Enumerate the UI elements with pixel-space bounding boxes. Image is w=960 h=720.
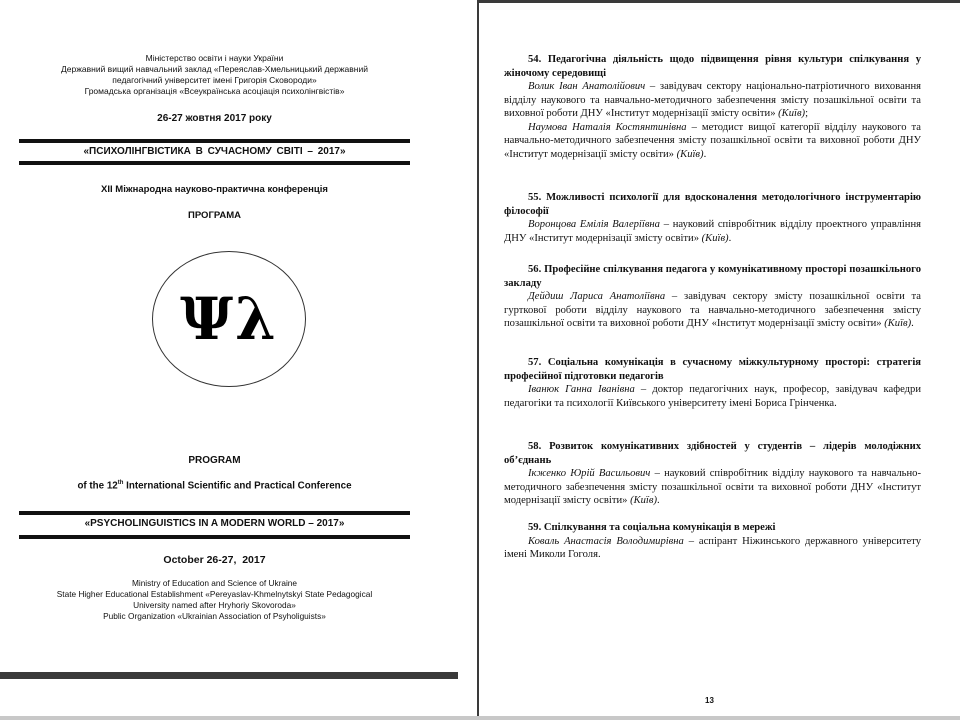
entry-author [504, 383, 921, 410]
date-en: October 26-27, 2017 [163, 554, 266, 566]
entry-author [504, 467, 921, 508]
entry-author [504, 80, 921, 121]
author-end: . [657, 495, 660, 506]
footer-line: Public Organization «Ukrainian Association of Psyholiguists» [103, 611, 326, 621]
bottom-edge [0, 716, 960, 720]
entry-54 [504, 53, 921, 161]
rule-top-en [19, 511, 410, 515]
entry-title: 58. Розвиток комунікативних здібностей у студентів – лідерів молодіжних об’єднань [504, 441, 921, 466]
entry-55 [504, 191, 921, 245]
entry-title: 55. Можливості психології для вдосконалення методологічного інструментарію філософії [504, 192, 921, 217]
cover-page [0, 0, 458, 679]
entry-57 [504, 356, 921, 410]
author-name: Ікженко Юрій Васильович [528, 468, 651, 479]
author-desc: – науковий співробітник відділу наукового та навчально-методичного забезпечення змісту позашкільної освіти та виховної роботи ДНУ «Інститут модернізації змісту освіти» [504, 468, 921, 506]
conference-en-sup: th [117, 480, 124, 486]
author-name: Наумова Наталія Костянтинівна [528, 121, 687, 133]
author-city: (Київ) [701, 232, 729, 244]
entry-author [504, 218, 921, 245]
page-number: 13 [705, 696, 714, 705]
conference-en [19, 480, 410, 491]
author-desc: – аспірант Ніжинського державного університету імені Миколи Гоголя. [504, 535, 921, 560]
entry-author [504, 535, 921, 562]
author-end: . [911, 318, 914, 329]
author-desc: – методист вищої категорії відділу наукового та навчально-методичного забезпечення змісту позашкільної освіти та виховної роботи ДНУ «Інститут модернізації змісту освіти» [504, 121, 921, 160]
author-city: (Київ) [778, 108, 806, 119]
footer-line: State Higher Educational Establishment «Pereyaslav-Khmelnytskyi State Pedagogical [56, 589, 373, 599]
entry-author [504, 121, 921, 162]
program-page [477, 0, 960, 719]
author-city: (Київ) [884, 318, 912, 329]
author-name: Волик Іван Анатолійович [528, 81, 646, 92]
author-name: Дейдиш Лариса Анатоліївна [528, 291, 666, 302]
rule-top-ua [19, 139, 410, 143]
author-desc: – науковий співробітник відділу проектного управління ДНУ «Інститут модернізації змісту освіти» [504, 219, 921, 244]
header-line: Міністерство освіти і науки України [145, 53, 284, 63]
author-name: Іванюк Ганна Іванівна [528, 384, 635, 395]
author-name: Коваль Анастасія Володимирівна [528, 535, 684, 547]
entry-title: 57. Соціальна комунікація в сучасному міжкультурному просторі: стратегія професійної підготовки педагогів [504, 357, 921, 382]
date-ua: 26-27 жовтня 2017 року [157, 113, 272, 124]
program-ua: ПРОГРАМА [188, 210, 241, 221]
entry-56 [504, 263, 921, 331]
title-en: «PSYCHOLINGUISTICS IN A MODERN WORLD – 2017» [84, 518, 345, 529]
author-name: Воронцова Емілія Валеріївна [528, 219, 660, 230]
footer-block [19, 578, 410, 622]
entry-title: 59. Спілкування та соціальна комунікація в мережі [528, 522, 776, 533]
entry-author [504, 290, 921, 331]
header-block [19, 53, 410, 97]
conference-en-suffix: International Scientific and Practical Conference [123, 480, 352, 492]
rule-bottom-en [19, 535, 410, 539]
footer-line: Ministry of Education and Science of Ukraine [131, 578, 298, 588]
entry-59 [504, 521, 921, 562]
logo-symbol-icon: Ψλ [180, 285, 278, 353]
author-desc: – доктор педагогічних наук, професор, завідувач кафедри педагогіки та психології Київського університету імені Бориса Грінченка. [504, 384, 921, 409]
program-en: PROGRAM [188, 455, 241, 466]
entry-title: 56. Професійне спілкування педагога у комунікативному просторі позашкільного закладу [504, 264, 921, 289]
header-line: Державний вищий навчальний заклад «Переяслав-Хмельницький державний [60, 64, 368, 74]
conference-en-prefix: of the 12 [77, 480, 118, 492]
header-line: педагогічний університет імені Григорія Сковороди» [112, 75, 317, 85]
conference-ua: ХІІ Міжнародна науково-практична конференція [101, 184, 328, 195]
author-city: (Київ) [676, 148, 704, 160]
author-end: . [728, 232, 732, 244]
author-desc: – завідувач сектору національно-патріотичного виховання відділу наукового та навчально-методичного забезпечення змісту позашкільної освіти та виховної роботи ДНУ «Інститут модернізації змісту освіти» [504, 81, 921, 119]
entry-58 [504, 440, 921, 508]
logo-psi-lambda [152, 251, 306, 387]
author-city: (Київ) [630, 495, 657, 506]
author-end: ; [805, 108, 809, 119]
title-ua: «ПСИХОЛІНГВІСТИКА В СУЧАСНОМУ СВІТІ – 2017» [83, 146, 346, 157]
author-desc: – завідувач сектору змісту позашкільної освіти та гурткової роботи відділу наукового та навчально-методичного забезпечення змісту позашкільної освіти та виховної роботи ДНУ «Інститут модернізації змісту освіти» [504, 291, 922, 329]
entry-title: 54. Педагогічна діяльність щодо підвищення рівня культури спілкування у жіночому середовищі [504, 54, 921, 79]
rule-bottom-ua [19, 161, 410, 165]
footer-line: University named after Hryhoriy Skovoroda» [133, 600, 296, 610]
header-line: Громадська організація «Всеукраїнська асоціація психолінгвістів» [84, 86, 345, 96]
author-end: . [703, 148, 707, 160]
